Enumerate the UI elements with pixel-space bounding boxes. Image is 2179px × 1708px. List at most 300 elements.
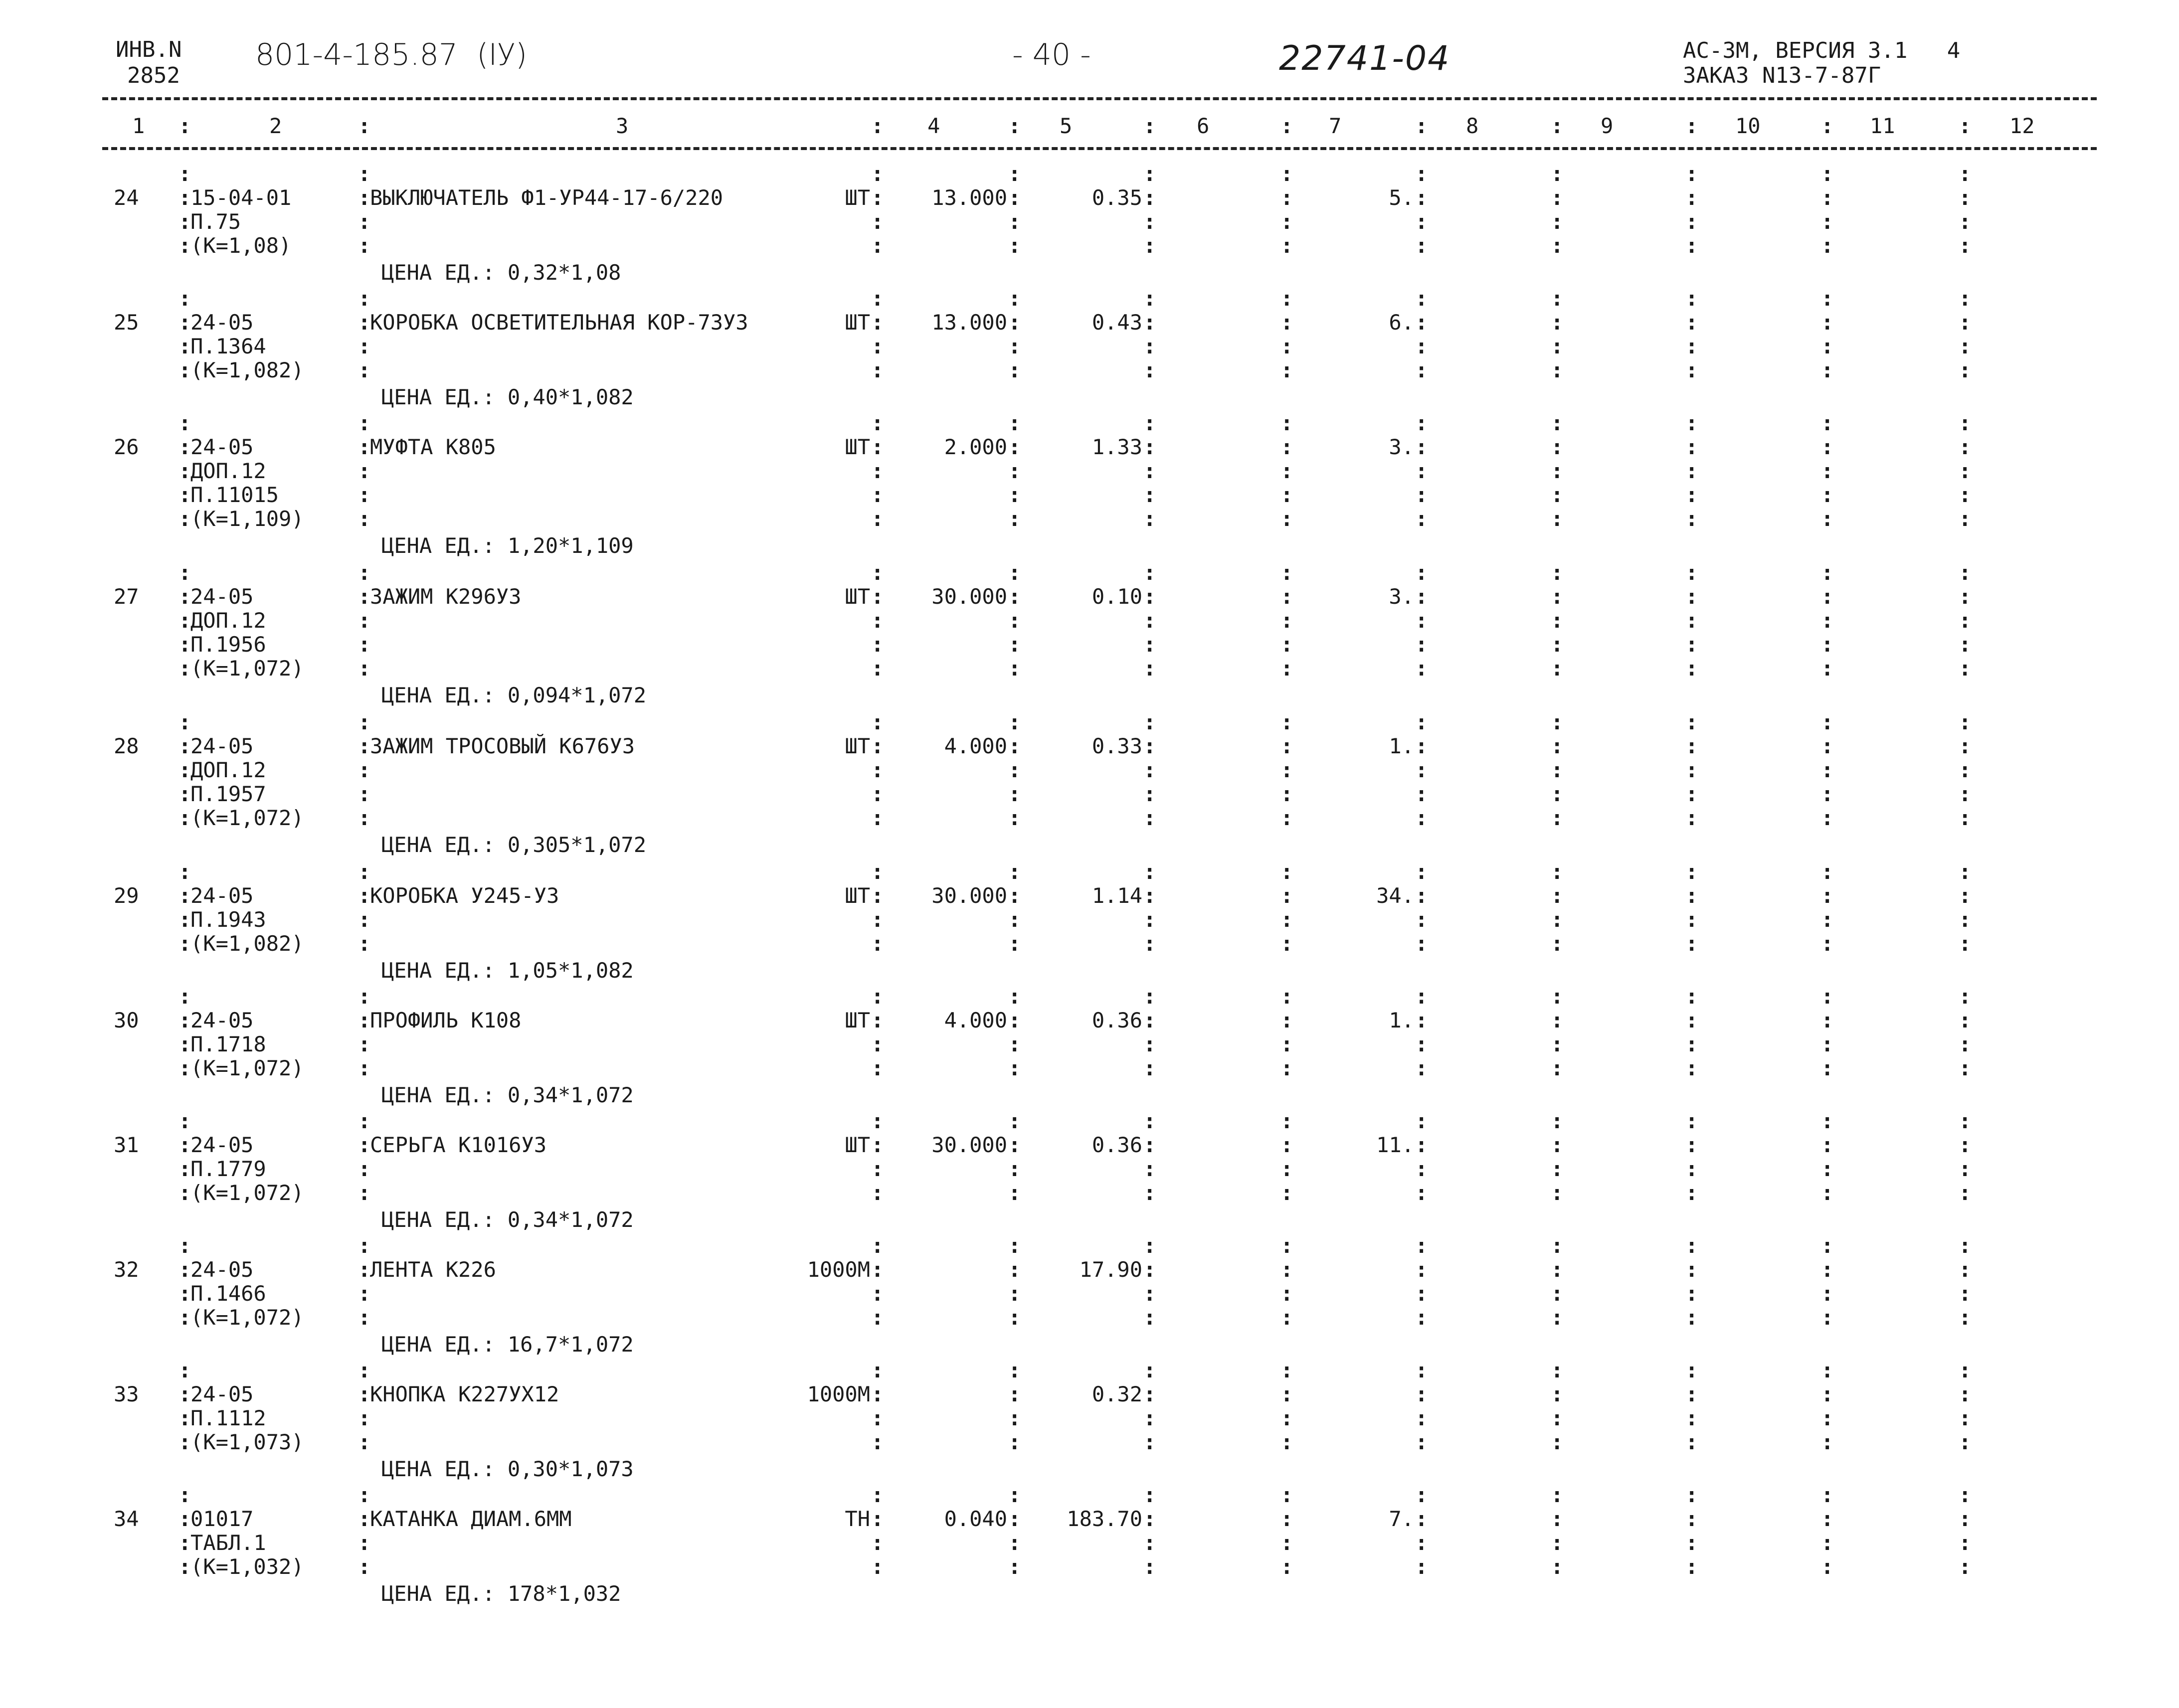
column-separator: : <box>179 1382 191 1406</box>
column-separator: : <box>871 435 884 459</box>
column-separator: : <box>1685 114 1698 138</box>
item-quantity: 4.000 <box>944 734 1007 758</box>
column-separator: : <box>358 334 371 358</box>
column-separator: : <box>358 1382 371 1406</box>
column-separator: : <box>358 859 371 884</box>
column-separator: : <box>1959 560 1972 585</box>
column-separator: : <box>1821 859 1834 884</box>
column-separator: : <box>871 1483 884 1507</box>
column-separator: : <box>1280 114 1293 138</box>
column-separator: : <box>1415 507 1428 531</box>
column-separator: : <box>1008 507 1021 531</box>
column-separator: : <box>1008 435 1021 459</box>
column-separator: : <box>1415 1133 1428 1157</box>
column-separator: : <box>1143 358 1156 382</box>
column-separator: : <box>1959 483 1972 507</box>
column-separator: : <box>1959 806 1972 830</box>
column-separator: : <box>871 1157 884 1181</box>
item-unit: ШТ <box>845 435 870 459</box>
column-separator: : <box>1821 560 1834 585</box>
column-separator: : <box>871 931 884 956</box>
column-separator: : <box>1685 1133 1698 1157</box>
column-separator: : <box>179 358 191 382</box>
column-separator: : <box>179 1358 191 1382</box>
column-separator: : <box>1685 1358 1698 1382</box>
column-separator: : <box>179 1554 191 1579</box>
column-separator: : <box>1685 1507 1698 1531</box>
column-separator: : <box>1685 656 1698 681</box>
column-separator: : <box>1143 507 1156 531</box>
row-code-line: П.1957 <box>190 782 266 806</box>
column-separator: : <box>1008 758 1021 782</box>
column-separator: : <box>871 1531 884 1555</box>
column-separator: : <box>179 411 191 435</box>
column-separator: : <box>179 1133 191 1157</box>
item-total: 1. <box>1389 1008 1414 1032</box>
column-separator: : <box>871 859 884 884</box>
column-separator: : <box>1685 233 1698 258</box>
column-separator: : <box>1143 1181 1156 1205</box>
column-separator: : <box>871 459 884 483</box>
column-separator: : <box>1143 1133 1156 1157</box>
column-separator: : <box>1415 233 1428 258</box>
column-separator: : <box>871 1233 884 1258</box>
column-separator: : <box>871 310 884 335</box>
column-separator: : <box>1821 459 1834 483</box>
column-separator: : <box>1415 411 1428 435</box>
column-separator: : <box>358 1507 371 1531</box>
item-unit-price: 0.43 <box>1091 310 1142 335</box>
column-separator: : <box>1821 1382 1834 1406</box>
column-separator: : <box>179 1281 191 1306</box>
column-separator: : <box>1415 185 1428 210</box>
column-separator: : <box>179 435 191 459</box>
column-separator: : <box>1143 584 1156 609</box>
column-separator: : <box>1143 162 1156 186</box>
column-number: 2 <box>269 114 282 138</box>
column-separator: : <box>1551 483 1564 507</box>
column-separator: : <box>1280 162 1293 186</box>
column-separator: : <box>1685 185 1698 210</box>
column-separator: : <box>358 459 371 483</box>
column-separator: : <box>1551 459 1564 483</box>
column-separator: : <box>1959 286 1972 311</box>
column-separator: : <box>1415 883 1428 908</box>
row-number: 27 <box>114 584 139 609</box>
column-separator: : <box>1685 507 1698 531</box>
column-separator: : <box>358 233 371 258</box>
row-code-line: (К=1,073) <box>190 1430 304 1454</box>
column-separator: : <box>1551 734 1564 758</box>
column-separator: : <box>1415 1406 1428 1430</box>
column-separator: : <box>358 984 371 1009</box>
column-separator: : <box>1685 1032 1698 1056</box>
column-separator: : <box>1685 435 1698 459</box>
column-separator: : <box>1959 1157 1972 1181</box>
column-separator: : <box>1280 507 1293 531</box>
column-separator: : <box>1959 632 1972 657</box>
row-code-line: 24-05 <box>190 1133 254 1157</box>
column-separator: : <box>179 907 191 932</box>
column-separator: : <box>1143 209 1156 234</box>
column-separator: : <box>179 1181 191 1205</box>
column-separator: : <box>1821 907 1834 932</box>
item-unit-price: 0.36 <box>1091 1008 1142 1032</box>
item-quantity: 13.000 <box>931 185 1007 210</box>
column-separator: : <box>1551 1257 1564 1282</box>
column-separator: : <box>1551 1157 1564 1181</box>
column-separator: : <box>1551 984 1564 1009</box>
column-separator: : <box>1280 1483 1293 1507</box>
column-separator: : <box>1415 931 1428 956</box>
item-name: ЗАЖИМ ТРОСОВЫЙ К676У3 <box>370 734 635 758</box>
column-separator: : <box>358 560 371 585</box>
column-separator: : <box>1821 984 1834 1009</box>
column-separator: : <box>1551 162 1564 186</box>
item-quantity: 2.000 <box>944 435 1007 459</box>
column-number: 10 <box>1735 114 1761 138</box>
column-separator: : <box>1821 656 1834 681</box>
column-separator: : <box>1280 656 1293 681</box>
row-code-line: (К=1,08) <box>190 233 292 258</box>
column-separator: : <box>358 1531 371 1555</box>
column-separator: : <box>1959 782 1972 806</box>
column-separator: : <box>1143 1406 1156 1430</box>
column-separator: : <box>1415 1157 1428 1181</box>
column-separator: : <box>871 1133 884 1157</box>
column-separator: : <box>358 1233 371 1258</box>
column-separator: : <box>1685 806 1698 830</box>
column-separator: : <box>1415 710 1428 734</box>
column-separator: : <box>179 1531 191 1555</box>
column-separator: : <box>1821 483 1834 507</box>
row-code-line: ДОП.12 <box>190 758 266 782</box>
column-separator: : <box>1551 584 1564 609</box>
column-separator: : <box>871 233 884 258</box>
column-separator: : <box>871 1430 884 1454</box>
column-separator: : <box>1959 710 1972 734</box>
column-separator: : <box>1280 758 1293 782</box>
row-number: 33 <box>114 1382 139 1406</box>
column-separator: : <box>1551 907 1564 932</box>
column-separator: : <box>871 608 884 633</box>
column-separator: : <box>1959 459 1972 483</box>
column-separator: : <box>1280 859 1293 884</box>
column-separator: : <box>1008 459 1021 483</box>
column-separator: : <box>1280 1406 1293 1430</box>
column-separator: : <box>1280 806 1293 830</box>
column-separator: : <box>1008 411 1021 435</box>
column-separator: : <box>1551 1056 1564 1080</box>
column-separator: : <box>1143 185 1156 210</box>
item-unit-price: 183.70 <box>1067 1507 1142 1531</box>
column-separator: : <box>1143 1483 1156 1507</box>
column-separator: : <box>1551 1483 1564 1507</box>
column-separator: : <box>1143 1507 1156 1531</box>
row-code-line: 15-04-01 <box>190 185 292 210</box>
unit-price-note: ЦЕНА ЕД.: 0,094*1,072 <box>381 683 647 707</box>
column-separator: : <box>1685 162 1698 186</box>
column-separator: : <box>1959 162 1972 186</box>
column-separator: : <box>358 1430 371 1454</box>
item-total: 6. <box>1389 310 1414 335</box>
row-code-line: ДОП.12 <box>190 608 266 633</box>
item-unit: ШТ <box>845 1008 870 1032</box>
column-separator: : <box>1280 734 1293 758</box>
column-separator: : <box>1959 1554 1972 1579</box>
column-separator: : <box>1551 310 1564 335</box>
column-separator: : <box>1008 1531 1021 1555</box>
column-separator: : <box>1415 286 1428 311</box>
column-separator: : <box>1551 334 1564 358</box>
column-separator: : <box>358 710 371 734</box>
column-separator: : <box>179 984 191 1009</box>
column-separator: : <box>358 286 371 311</box>
column-separator: : <box>1415 656 1428 681</box>
column-separator: : <box>1280 584 1293 609</box>
column-separator: : <box>1821 1109 1834 1133</box>
column-separator: : <box>179 1109 191 1133</box>
column-separator: : <box>1821 584 1834 609</box>
column-number: 6 <box>1197 114 1210 138</box>
column-separator: : <box>358 1257 371 1282</box>
column-separator: : <box>1143 806 1156 830</box>
item-quantity: 13.000 <box>931 310 1007 335</box>
column-separator: : <box>1415 1554 1428 1579</box>
row-code-line: (К=1,072) <box>190 1181 304 1205</box>
column-separator: : <box>1821 806 1834 830</box>
column-separator: : <box>1959 1531 1972 1555</box>
column-separator: : <box>1415 608 1428 633</box>
row-code-line: П.1943 <box>190 907 266 932</box>
column-separator: : <box>179 806 191 830</box>
column-separator: : <box>1280 1430 1293 1454</box>
row-number: 24 <box>114 185 139 210</box>
row-number: 31 <box>114 1133 139 1157</box>
column-separator: : <box>1008 483 1021 507</box>
column-separator: : <box>871 411 884 435</box>
item-name: ЗАЖИМ К296У3 <box>370 584 522 609</box>
row-number: 25 <box>114 310 139 335</box>
column-separator: : <box>1821 1157 1834 1181</box>
column-separator: : <box>1959 233 1972 258</box>
column-separator: : <box>358 806 371 830</box>
column-separator: : <box>1143 310 1156 335</box>
column-separator: : <box>1008 710 1021 734</box>
column-separator: : <box>1008 209 1021 234</box>
column-separator: : <box>1685 758 1698 782</box>
column-separator: : <box>1008 1109 1021 1133</box>
column-separator: : <box>1008 907 1021 932</box>
column-separator: : <box>1959 883 1972 908</box>
item-quantity: 0.040 <box>944 1507 1007 1531</box>
column-separator: : <box>179 1483 191 1507</box>
column-separator: : <box>871 1032 884 1056</box>
column-separator: : <box>1280 358 1293 382</box>
column-separator: : <box>1008 1008 1021 1032</box>
row-code-line: П.1956 <box>190 632 266 657</box>
column-separator: : <box>1959 1382 1972 1406</box>
column-separator: : <box>1008 1430 1021 1454</box>
column-separator: : <box>1685 1056 1698 1080</box>
column-separator: : <box>1415 209 1428 234</box>
column-separator: : <box>1143 1531 1156 1555</box>
column-separator: : <box>871 710 884 734</box>
column-separator: : <box>1685 1554 1698 1579</box>
column-separator: : <box>1008 656 1021 681</box>
row-number: 34 <box>114 1507 139 1531</box>
order-number: ЗАКАЗ N13-7-87Г <box>1683 63 1881 88</box>
row-code-line: 24-05 <box>190 1257 254 1282</box>
column-separator: : <box>1143 435 1156 459</box>
column-separator: : <box>1821 185 1834 210</box>
column-separator: : <box>1008 286 1021 311</box>
column-separator: : <box>1280 608 1293 633</box>
column-separator: : <box>1959 859 1972 884</box>
column-separator: : <box>358 1281 371 1306</box>
item-unit: ШТ <box>845 584 870 609</box>
row-code-line: (К=1,072) <box>190 1305 304 1330</box>
column-separator: : <box>1143 656 1156 681</box>
column-separator: : <box>179 883 191 908</box>
column-separator: : <box>1143 1157 1156 1181</box>
column-separator: : <box>1143 1554 1156 1579</box>
column-separator: : <box>179 483 191 507</box>
item-total: 11. <box>1376 1133 1414 1157</box>
row-number: 26 <box>114 435 139 459</box>
column-separator: : <box>871 507 884 531</box>
column-separator: : <box>1551 507 1564 531</box>
row-number: 28 <box>114 734 139 758</box>
column-separator: : <box>1415 1507 1428 1531</box>
column-separator: : <box>1551 1109 1564 1133</box>
column-separator: : <box>1821 1181 1834 1205</box>
column-separator: : <box>1551 1531 1564 1555</box>
column-separator: : <box>1685 1181 1698 1205</box>
row-code-line: 24-05 <box>190 310 254 335</box>
header-separator-top <box>102 97 2097 100</box>
row-code-line: (К=1,082) <box>190 931 304 956</box>
column-number: 7 <box>1329 114 1342 138</box>
column-separator: : <box>358 1305 371 1330</box>
column-separator: : <box>1685 1257 1698 1282</box>
column-separator: : <box>1008 1056 1021 1080</box>
item-unit: ШТ <box>845 310 870 335</box>
column-separator: : <box>179 507 191 531</box>
column-separator: : <box>1415 114 1428 138</box>
column-separator: : <box>358 310 371 335</box>
column-separator: : <box>1008 1483 1021 1507</box>
item-quantity: 30.000 <box>931 584 1007 609</box>
column-separator: : <box>358 931 371 956</box>
column-separator: : <box>871 1257 884 1282</box>
column-separator: : <box>358 608 371 633</box>
column-separator: : <box>871 1554 884 1579</box>
column-separator: : <box>871 1382 884 1406</box>
column-separator: : <box>1959 656 1972 681</box>
row-code-line: П.11015 <box>190 483 279 507</box>
row-code-line: П.1466 <box>190 1281 266 1306</box>
column-separator: : <box>358 1483 371 1507</box>
column-separator: : <box>1551 185 1564 210</box>
column-separator: : <box>1280 209 1293 234</box>
column-separator: : <box>1280 411 1293 435</box>
column-separator: : <box>1685 1406 1698 1430</box>
column-separator: : <box>1685 209 1698 234</box>
column-separator: : <box>1685 931 1698 956</box>
column-separator: : <box>1008 1507 1021 1531</box>
column-separator: : <box>1415 1032 1428 1056</box>
column-separator: : <box>1008 1157 1021 1181</box>
column-separator: : <box>1143 459 1156 483</box>
column-separator: : <box>1821 710 1834 734</box>
column-separator: : <box>1415 1008 1428 1032</box>
row-code-line: П.1364 <box>190 334 266 358</box>
row-code-line: ДОП.12 <box>190 459 266 483</box>
column-separator: : <box>1959 734 1972 758</box>
row-number: 32 <box>114 1257 139 1282</box>
column-number: 5 <box>1060 114 1073 138</box>
row-code-line: П.75 <box>190 209 241 234</box>
column-separator: : <box>1959 1181 1972 1205</box>
column-separator: : <box>1821 883 1834 908</box>
column-separator: : <box>1415 1305 1428 1330</box>
column-separator: : <box>1008 233 1021 258</box>
column-separator: : <box>1280 1382 1293 1406</box>
column-separator: : <box>1551 758 1564 782</box>
column-separator: : <box>1959 1008 1972 1032</box>
column-separator: : <box>1143 1233 1156 1258</box>
item-total: 34. <box>1376 883 1414 908</box>
column-separator: : <box>871 984 884 1009</box>
column-separator: : <box>1959 1406 1972 1430</box>
column-separator: : <box>1685 734 1698 758</box>
column-separator: : <box>1551 710 1564 734</box>
document-code: 801-4-185.87 (IУ) <box>255 37 528 72</box>
system-version: АС-3М, ВЕРСИЯ 3.1 4 <box>1683 38 1961 63</box>
column-separator: : <box>1280 185 1293 210</box>
column-separator: : <box>358 1056 371 1080</box>
column-separator: : <box>1959 1056 1972 1080</box>
column-separator: : <box>358 185 371 210</box>
column-separator: : <box>179 782 191 806</box>
item-name: ЛЕНТА К226 <box>370 1257 496 1282</box>
unit-price-note: ЦЕНА ЕД.: 16,7*1,072 <box>381 1332 634 1357</box>
column-separator: : <box>1143 560 1156 585</box>
column-separator: : <box>1685 984 1698 1009</box>
column-separator: : <box>1551 209 1564 234</box>
column-separator: : <box>871 1181 884 1205</box>
unit-price-note: ЦЕНА ЕД.: 178*1,032 <box>381 1581 621 1606</box>
column-number: 1 <box>132 114 145 138</box>
column-separator: : <box>1143 608 1156 633</box>
column-separator: : <box>1821 1233 1834 1258</box>
column-separator: : <box>1143 1358 1156 1382</box>
column-separator: : <box>1821 1531 1834 1555</box>
item-unit: 1000М <box>807 1382 870 1406</box>
column-separator: : <box>1821 162 1834 186</box>
column-separator: : <box>1008 1554 1021 1579</box>
column-separator: : <box>1143 286 1156 311</box>
row-code-line: П.1718 <box>190 1032 266 1056</box>
row-code-line: ТАБЛ.1 <box>190 1531 266 1555</box>
page-number: - 40 - <box>1012 37 1091 72</box>
column-separator: : <box>1551 806 1564 830</box>
column-separator: : <box>358 782 371 806</box>
column-separator: : <box>871 334 884 358</box>
column-separator: : <box>871 1056 884 1080</box>
column-separator: : <box>871 758 884 782</box>
